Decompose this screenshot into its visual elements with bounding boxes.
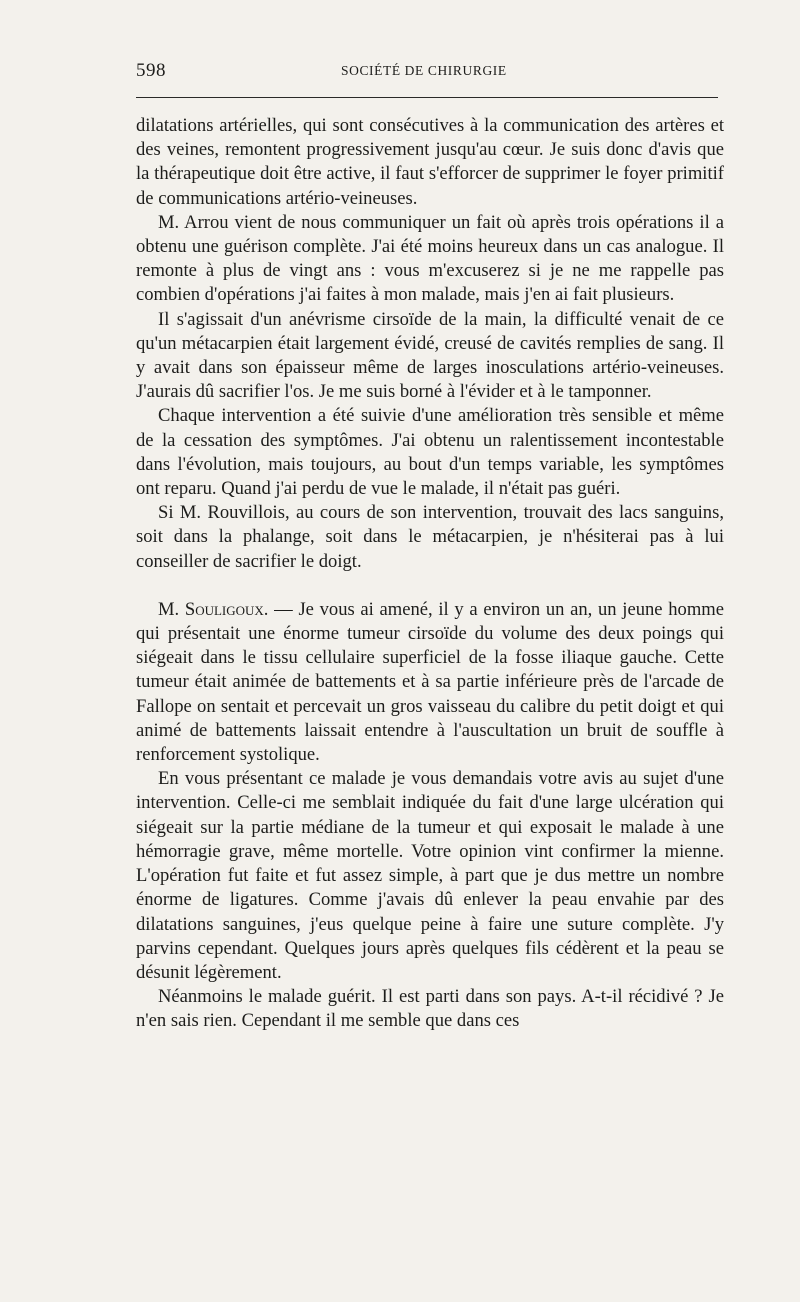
speaker-name: M. Souligoux. — [158, 598, 269, 620]
running-title: SOCIÉTÉ DE CHIRURGIE — [341, 63, 507, 78]
body-text — [136, 114, 724, 1034]
paragraph-speaker — [136, 598, 724, 767]
page-header — [136, 60, 718, 86]
page-number: 598 — [136, 60, 166, 81]
header-rule — [136, 97, 718, 98]
speaker-text: — Je vous ai amené, il y a environ un an, un jeune homme qui présentait une énorme tumeur cirsoïde du volume des deux poings qui siégeait dans le tissu cellulaire superficiel de la fosse iliaque gauche. Cette tumeur était animée de battements et à sa partie inférieure près de l'arcade de Fallope on sentait et percevait un gros vaisseau du calibre du petit doigt et qui animé de battements laissait entendre à l'auscultation un bruit de souffle à renforcement systolique. — [136, 598, 724, 766]
paragraph: dilatations artérielles, qui sont consécutives à la communication des artères et des veines, remontent progressivement jusqu'au cœur. Je suis donc d'avis que la thérapeutique doit être active, il faut s'efforcer de supprimer le foyer primitif de communications artério-veineuses. — [136, 115, 724, 209]
paragraph: Chaque intervention a été suivie d'une amélioration très sensible et même de la cessation des symptômes. J'ai obtenu un ralentissement incontestable dans l'évolution, mais toujours, au bout d'un temps variable, les symptômes ont reparu. Quand j'ai perdu de vue le malade, il n'était pas guéri. — [136, 405, 724, 500]
paragraph: Néanmoins le malade guérit. Il est parti dans son pays. A-t-il récidivé ? Je n'en sais rien. Cependant il me semble que dans ces — [136, 986, 724, 1032]
paragraph: Si M. Rouvillois, au cours de son intervention, trouvait des lacs sanguins, soit dans la phalange, soit dans le métacarpien, je n'hésiterai pas à lui conseiller de sacrifier le doigt. — [136, 502, 724, 572]
paragraph: M. Arrou vient de nous communiquer un fait où après trois opérations il a obtenu une guérison complète. J'ai été moins heureux dans un cas analogue. Il remonte à plus de vingt ans : vous m'excuserez si je ne me rappelle pas combien d'opérations j'ai faites à mon malade, mais j'en ai fait plusieurs. — [136, 211, 724, 306]
section-gap — [136, 574, 724, 598]
paragraph: En vous présentant ce malade je vous demandais votre avis au sujet d'une intervention. Celle-ci me semblait indiquée du fait d'une large ulcération qui siégeait sur la partie médiane de la tumeur et qui exposait le malade à une hémorragie grave, même mortelle. Votre opinion vint confirmer la mienne. L'opération fut faite et fut assez simple, à part que je dus mettre un nombre énorme de ligatures. Comme j'avais dû enlever la peau envahie par des dilatations sanguines, j'eus quelque peine à faire une suture complète. J'y parvins cependant. Quelques jours après quelques fils cédèrent et la peau se désunit légèrement. — [136, 768, 724, 983]
paragraph: Il s'agissait d'un anévrisme cirsoïde de la main, la difficulté venait de ce qu'un métacarpien était largement évidé, creusé de cavités remplies de sang. Il y avait dans son épaisseur même de larges inosculations artério-veineuses. J'aurais dû sacrifier l'os. Je me suis borné à l'évider et à le tamponner. — [136, 308, 724, 403]
